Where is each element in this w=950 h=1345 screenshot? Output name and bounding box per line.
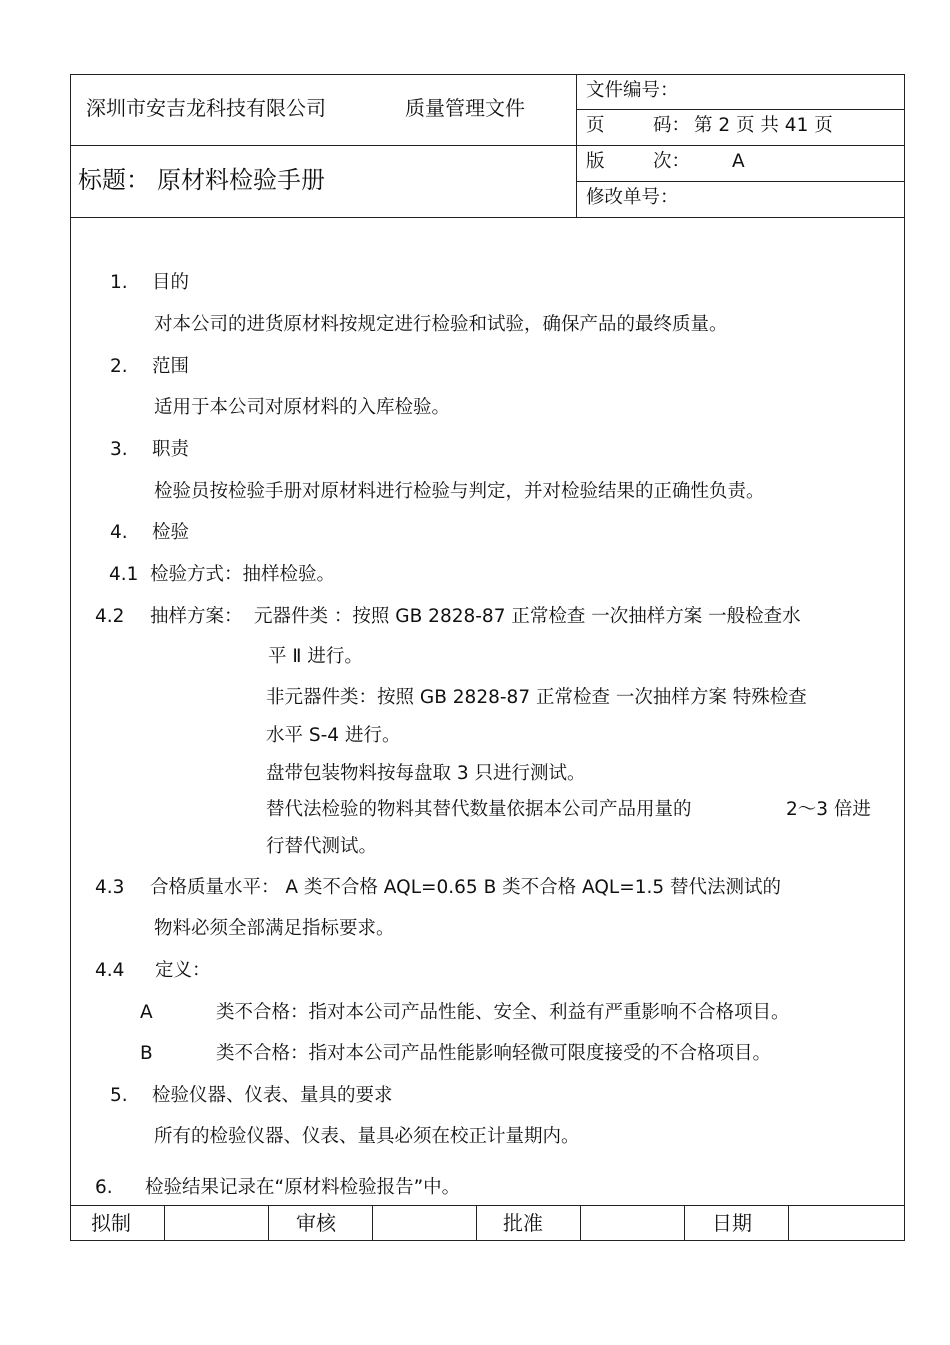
document-type: 质量管理文件 (405, 96, 525, 120)
section-4-3-line-1: 合格质量水平： A 类不合格 AQL=0.65 B 类不合格 AQL=1.5 替代法测试的 (150, 877, 782, 898)
definition-b-letter: B (140, 1043, 153, 1064)
section-4-2-line-7: 行替代测试。 (266, 836, 378, 857)
rule-header-vertical (576, 74, 577, 217)
footer-draft-label: 拟制 (91, 1211, 131, 1235)
section-3-text: 检验员按检验手册对原材料进行检验与判定，并对检验结果的正确性负责。 (154, 481, 765, 502)
page-label-2: 码： (653, 115, 691, 136)
section-6-text: 检验结果记录在“原材料检验报告”中。 (145, 1177, 461, 1198)
section-4-title: 检验 (152, 522, 190, 543)
section-5-text: 所有的检验仪器、仪表、量具必须在校正计量期内。 (154, 1126, 580, 1147)
section-4-number: 4. (110, 522, 128, 543)
rule-footer-col5 (580, 1205, 581, 1241)
section-4-2-number: 4.2 (95, 606, 125, 627)
rule-header-row1 (576, 109, 905, 110)
section-4-1-number: 4.1 (109, 564, 139, 585)
section-5-title: 检验仪器、仪表、量具的要求 (152, 1085, 393, 1106)
document-frame (70, 74, 905, 1241)
rule-footer-top (70, 1205, 905, 1206)
section-2-title: 范围 (152, 356, 190, 377)
rule-footer-col7 (788, 1205, 789, 1241)
rule-footer-col6 (684, 1205, 685, 1241)
section-4-1-text: 检验方式：抽样检验。 (150, 564, 336, 585)
section-4-3-number: 4.3 (95, 877, 125, 898)
rule-footer-col2 (268, 1205, 269, 1241)
section-4-2-line-6a: 替代法检验的物料其替代数量依据本公司产品用量的 (266, 799, 692, 820)
section-2-text: 适用于本公司对原材料的入库检验。 (154, 397, 451, 418)
version-label-1: 版 (586, 151, 605, 172)
page-label-1: 页 (586, 115, 605, 136)
definition-b-text: 类不合格：指对本公司产品性能影响轻微可限度接受的不合格项目。 (216, 1043, 772, 1064)
definition-a-text: 类不合格：指对本公司产品性能、安全、利益有严重影响不合格项目。 (216, 1002, 790, 1023)
rule-footer-col1 (164, 1205, 165, 1241)
section-6-number: 6. (95, 1177, 113, 1198)
footer-approve-label: 批准 (503, 1211, 543, 1235)
rule-header-bottom (70, 217, 905, 218)
section-3-title: 职责 (152, 439, 190, 460)
version-value: A (732, 151, 745, 172)
footer-review-label: 审核 (296, 1211, 336, 1235)
section-3-number: 3. (110, 439, 128, 460)
rule-footer-col3 (372, 1205, 373, 1241)
document-title: 原材料检验手册 (157, 166, 325, 194)
rule-footer-col4 (476, 1205, 477, 1241)
section-4-2-line-3: 非元器件类：按照 GB 2828-87 正常检查 一次抽样方案 特殊检查 (266, 687, 807, 708)
section-4-2-line-5: 盘带包装物料按每盘取 3 只进行测试。 (266, 763, 586, 784)
footer-date-label: 日期 (712, 1211, 752, 1235)
section-4-4-title: 定义： (155, 960, 211, 981)
section-1-title: 目的 (152, 272, 190, 293)
section-4-2-label: 抽样方案： (150, 606, 243, 627)
section-4-2-line-6b: 2～3 倍进 (786, 799, 871, 820)
section-4-2-line-1: 元器件类 ：按照 GB 2828-87 正常检查 一次抽样方案 一般检查水 (254, 606, 801, 627)
section-4-2-line-4: 水平 S-4 进行。 (266, 725, 401, 746)
section-4-4-number: 4.4 (95, 960, 125, 981)
version-label-2: 次： (653, 151, 691, 172)
section-5-number: 5. (110, 1085, 128, 1106)
section-2-number: 2. (110, 356, 128, 377)
revision-label: 修改单号： (586, 187, 679, 208)
page-number: 第 2 页 共 41 页 (694, 115, 833, 136)
file-number-label: 文件编号： (586, 80, 679, 101)
definition-a-letter: A (140, 1002, 153, 1023)
section-4-3-line-2: 物料必须全部满足指标要求。 (154, 918, 395, 939)
rule-header-split (70, 145, 905, 146)
section-1-number: 1. (110, 272, 128, 293)
section-1-text: 对本公司的进货原材料按规定进行检验和试验，确保产品的最终质量。 (154, 314, 728, 335)
title-label: 标题： (78, 166, 150, 194)
section-4-2-line-2: 平 Ⅱ 进行。 (268, 646, 363, 667)
rule-header-row3 (576, 181, 905, 182)
company-name: 深圳市安吉龙科技有限公司 (86, 96, 326, 120)
